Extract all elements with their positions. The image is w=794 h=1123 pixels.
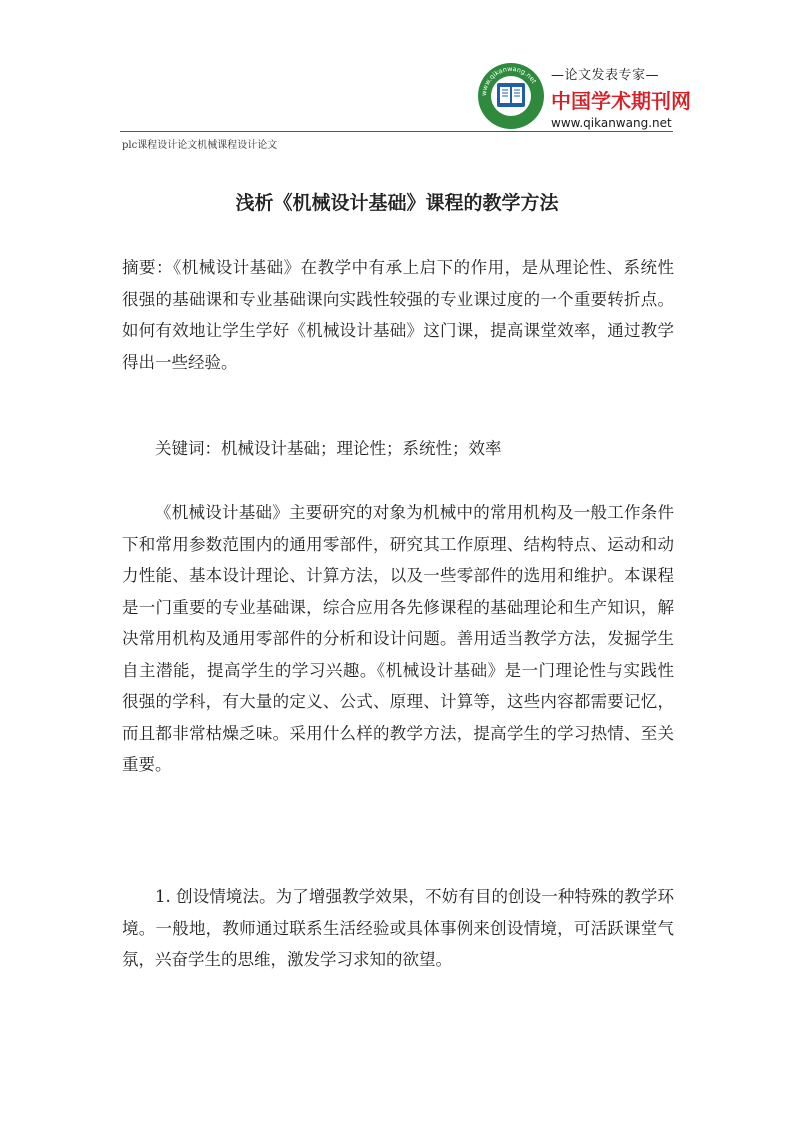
logo-emblem-icon [477, 62, 545, 130]
abstract-paragraph: 摘要：《机械设计基础》在教学中有承上启下的作用，是从理论性、系统性很强的基础课和专业基础课向实践性较强的专业课过度的一个重要转折点。如何有效地让学生学好《机械设计基础》这门课，提高课堂效率，通过教学得出一些经验。 [122, 258, 674, 372]
logo-name: 中国学术期刊网 [551, 89, 691, 113]
body-paragraph-1: 《机械设计基础》主要研究的对象为机械中的常用机构及一般工作条件下和常用参数范围内的通用零部件，研究其工作原理、结构特点、运动和动力性能、基本设计理论、计算方法，以及一些零部件的选用和维护。本课程是一门重要的专业基础课，综合应用各先修课程的基础理论和生产知识，解决常用机构及通用零部件的分析和设计问题。善用适当教学方法，发掘学生自主潜能，提高学生的学习兴趣。《机械设计基础》是一门理论性与实践性很强的学科，有大量的定义、公式、原理、计算等，这些内容都需要记忆，而且都非常枯燥乏味。采用什么样的教学方法，提高学生的学习热情、至关重要。 [122, 503, 674, 774]
document-title: 浅析《机械设计基础》课程的教学方法 [235, 192, 559, 214]
running-head: plc课程设计论文机械课程设计论文 [122, 140, 278, 151]
site-logo [477, 62, 691, 132]
logo-url: www.qikanwang.net [551, 116, 672, 130]
keywords-paragraph: 关键词：机械设计基础；理论性；系统性；效率 [155, 439, 502, 458]
logo-ring-text: www.qikanwang.net [479, 64, 539, 97]
header-divider [120, 131, 673, 132]
body-paragraph-2: 1. 创设情境法。为了增强教学效果，不妨有目的创设一种特殊的教学环境。一般地，教师通过联系生活经验或具体事例来创设情境，可活跃课堂气氛，兴奋学生的思维，激发学习求知的欲望。 [122, 887, 674, 969]
logo-slogan: —论文发表专家— [551, 68, 660, 83]
